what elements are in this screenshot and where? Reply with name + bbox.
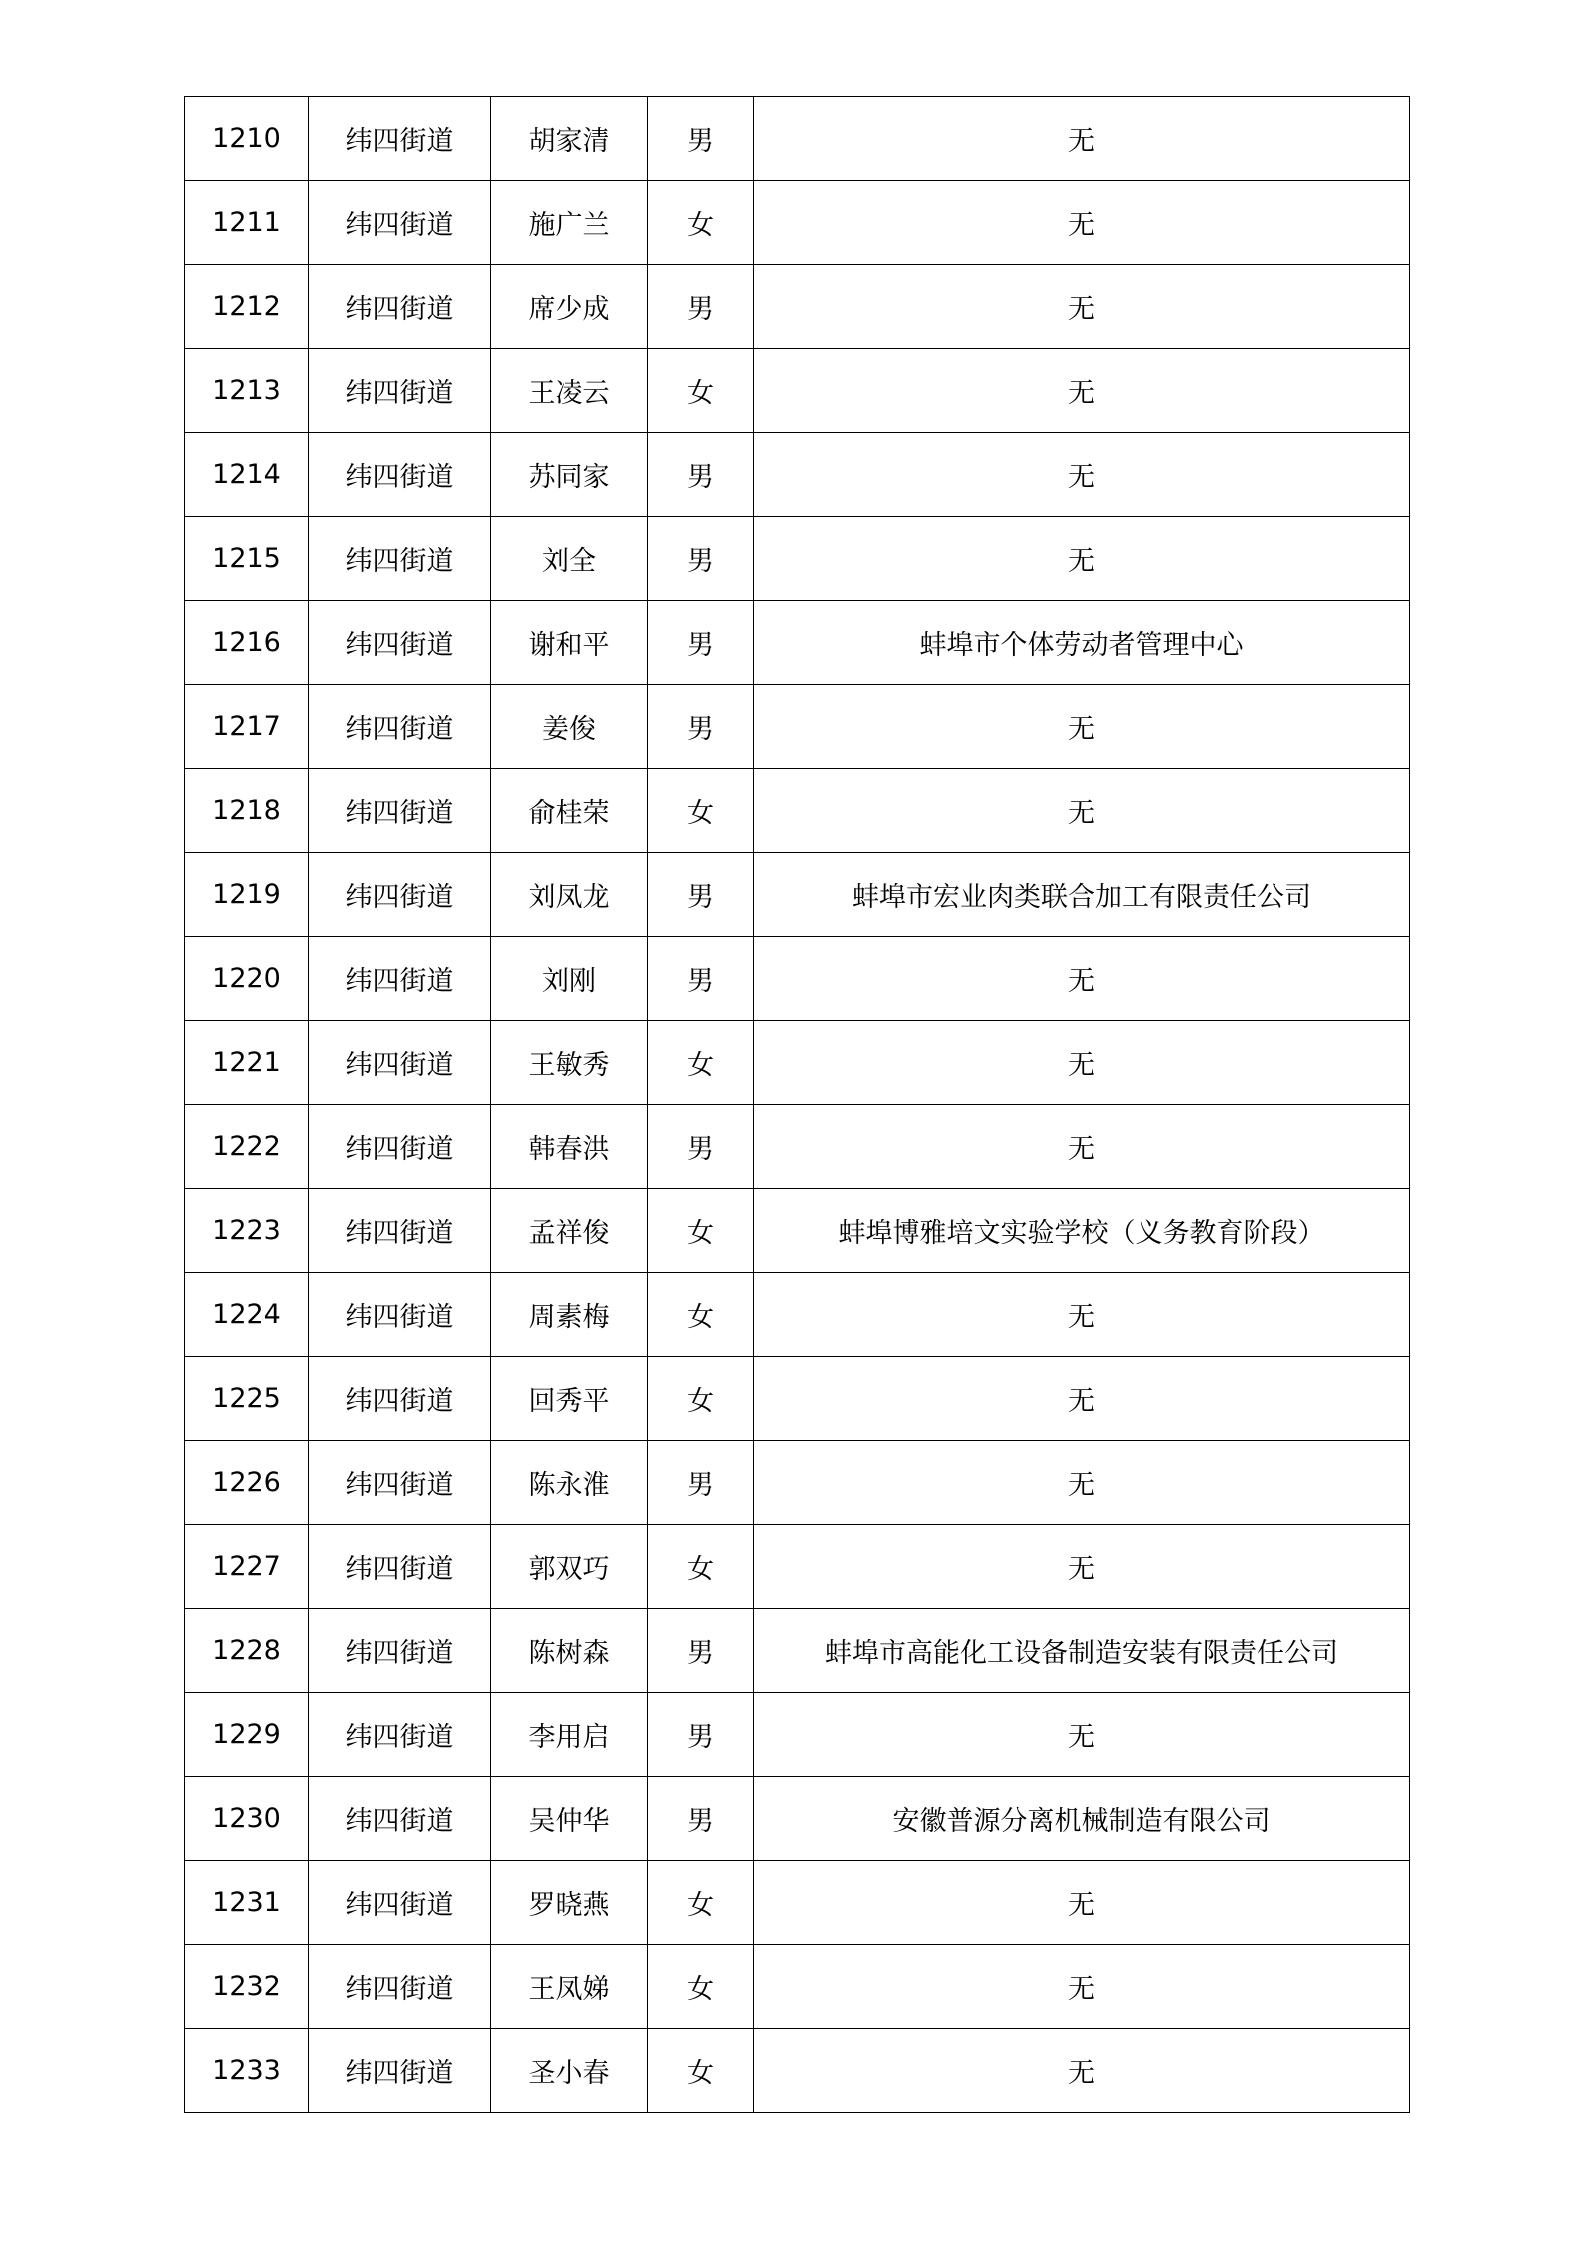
- row-number-cell: 1219: [185, 853, 309, 937]
- table-row: [185, 1021, 1410, 1105]
- gender-cell: 女: [648, 1189, 754, 1273]
- name-cell: 韩春洪: [491, 1105, 648, 1189]
- name-cell: 李用启: [491, 1693, 648, 1777]
- roster-table: [184, 96, 1410, 2113]
- name-cell: 席少成: [491, 265, 648, 349]
- row-number-cell: 1218: [185, 769, 309, 853]
- gender-cell: 女: [648, 1021, 754, 1105]
- row-number-cell: 1212: [185, 265, 309, 349]
- gender-cell: 女: [648, 1945, 754, 2029]
- employer-cell: 无: [754, 265, 1410, 349]
- gender-cell: 男: [648, 1105, 754, 1189]
- table-row: [185, 1189, 1410, 1273]
- street-cell: 纬四街道: [309, 1609, 491, 1693]
- name-cell: 回秀平: [491, 1357, 648, 1441]
- name-cell: 刘刚: [491, 937, 648, 1021]
- gender-cell: 男: [648, 685, 754, 769]
- gender-cell: 男: [648, 853, 754, 937]
- gender-cell: 女: [648, 349, 754, 433]
- table-row: [185, 685, 1410, 769]
- gender-cell: 男: [648, 937, 754, 1021]
- employer-cell: 无: [754, 349, 1410, 433]
- street-cell: 纬四街道: [309, 769, 491, 853]
- gender-cell: 男: [648, 1777, 754, 1861]
- table-row: [185, 1525, 1410, 1609]
- employer-cell: 安徽普源分离机械制造有限公司: [754, 1777, 1410, 1861]
- name-cell: 姜俊: [491, 685, 648, 769]
- street-cell: 纬四街道: [309, 97, 491, 181]
- row-number-cell: 1233: [185, 2029, 309, 2113]
- employer-cell: 无: [754, 769, 1410, 853]
- row-number-cell: 1230: [185, 1777, 309, 1861]
- gender-cell: 男: [648, 1609, 754, 1693]
- row-number-cell: 1224: [185, 1273, 309, 1357]
- name-cell: 陈永淮: [491, 1441, 648, 1525]
- table-row: [185, 517, 1410, 601]
- row-number-cell: 1225: [185, 1357, 309, 1441]
- street-cell: 纬四街道: [309, 1693, 491, 1777]
- table-row: [185, 349, 1410, 433]
- row-number-cell: 1216: [185, 601, 309, 685]
- table-row: [185, 1693, 1410, 1777]
- row-number-cell: 1214: [185, 433, 309, 517]
- street-cell: 纬四街道: [309, 433, 491, 517]
- row-number-cell: 1213: [185, 349, 309, 433]
- street-cell: 纬四街道: [309, 349, 491, 433]
- employer-cell: 无: [754, 1021, 1410, 1105]
- street-cell: 纬四街道: [309, 517, 491, 601]
- street-cell: 纬四街道: [309, 1861, 491, 1945]
- gender-cell: 男: [648, 433, 754, 517]
- row-number-cell: 1211: [185, 181, 309, 265]
- street-cell: 纬四街道: [309, 1945, 491, 2029]
- name-cell: 刘全: [491, 517, 648, 601]
- name-cell: 苏同家: [491, 433, 648, 517]
- table-row: [185, 265, 1410, 349]
- street-cell: 纬四街道: [309, 1189, 491, 1273]
- table-row: [185, 97, 1410, 181]
- roster-table-body: [185, 97, 1410, 2113]
- gender-cell: 男: [648, 601, 754, 685]
- gender-cell: 男: [648, 97, 754, 181]
- table-row: [185, 601, 1410, 685]
- gender-cell: 女: [648, 1273, 754, 1357]
- employer-cell: 蚌埠市高能化工设备制造安装有限责任公司: [754, 1609, 1410, 1693]
- row-number-cell: 1210: [185, 97, 309, 181]
- table-row: [185, 1861, 1410, 1945]
- gender-cell: 男: [648, 265, 754, 349]
- gender-cell: 男: [648, 1441, 754, 1525]
- employer-cell: 无: [754, 1861, 1410, 1945]
- employer-cell: 蚌埠市宏业肉类联合加工有限责任公司: [754, 853, 1410, 937]
- name-cell: 吴仲华: [491, 1777, 648, 1861]
- street-cell: 纬四街道: [309, 1525, 491, 1609]
- street-cell: 纬四街道: [309, 853, 491, 937]
- name-cell: 王凤娣: [491, 1945, 648, 2029]
- table-row: [185, 853, 1410, 937]
- gender-cell: 男: [648, 517, 754, 601]
- street-cell: 纬四街道: [309, 265, 491, 349]
- name-cell: 胡家清: [491, 97, 648, 181]
- name-cell: 圣小春: [491, 2029, 648, 2113]
- table-row: [185, 433, 1410, 517]
- row-number-cell: 1221: [185, 1021, 309, 1105]
- employer-cell: 无: [754, 1273, 1410, 1357]
- gender-cell: 女: [648, 1861, 754, 1945]
- row-number-cell: 1220: [185, 937, 309, 1021]
- street-cell: 纬四街道: [309, 1273, 491, 1357]
- name-cell: 谢和平: [491, 601, 648, 685]
- employer-cell: 无: [754, 685, 1410, 769]
- employer-cell: 无: [754, 1693, 1410, 1777]
- street-cell: 纬四街道: [309, 685, 491, 769]
- row-number-cell: 1217: [185, 685, 309, 769]
- row-number-cell: 1222: [185, 1105, 309, 1189]
- employer-cell: 无: [754, 517, 1410, 601]
- table-row: [185, 2029, 1410, 2113]
- name-cell: 孟祥俊: [491, 1189, 648, 1273]
- employer-cell: 无: [754, 1945, 1410, 2029]
- name-cell: 周素梅: [491, 1273, 648, 1357]
- employer-cell: 无: [754, 1105, 1410, 1189]
- employer-cell: 蚌埠博雅培文实验学校（义务教育阶段）: [754, 1189, 1410, 1273]
- employer-cell: 无: [754, 433, 1410, 517]
- gender-cell: 女: [648, 1525, 754, 1609]
- street-cell: 纬四街道: [309, 1357, 491, 1441]
- gender-cell: 女: [648, 769, 754, 853]
- table-row: [185, 1273, 1410, 1357]
- street-cell: 纬四街道: [309, 1021, 491, 1105]
- employer-cell: 无: [754, 937, 1410, 1021]
- name-cell: 陈树森: [491, 1609, 648, 1693]
- table-row: [185, 1777, 1410, 1861]
- name-cell: 刘凤龙: [491, 853, 648, 937]
- table-row: [185, 769, 1410, 853]
- street-cell: 纬四街道: [309, 1777, 491, 1861]
- row-number-cell: 1223: [185, 1189, 309, 1273]
- name-cell: 施广兰: [491, 181, 648, 265]
- name-cell: 郭双巧: [491, 1525, 648, 1609]
- row-number-cell: 1227: [185, 1525, 309, 1609]
- gender-cell: 女: [648, 1357, 754, 1441]
- row-number-cell: 1232: [185, 1945, 309, 2029]
- row-number-cell: 1231: [185, 1861, 309, 1945]
- employer-cell: 无: [754, 97, 1410, 181]
- row-number-cell: 1228: [185, 1609, 309, 1693]
- employer-cell: 无: [754, 2029, 1410, 2113]
- table-row: [185, 1945, 1410, 2029]
- row-number-cell: 1226: [185, 1441, 309, 1525]
- name-cell: 王凌云: [491, 349, 648, 433]
- gender-cell: 女: [648, 2029, 754, 2113]
- street-cell: 纬四街道: [309, 2029, 491, 2113]
- employer-cell: 无: [754, 1441, 1410, 1525]
- table-row: [185, 1441, 1410, 1525]
- gender-cell: 女: [648, 181, 754, 265]
- street-cell: 纬四街道: [309, 1105, 491, 1189]
- table-row: [185, 181, 1410, 265]
- employer-cell: 无: [754, 1357, 1410, 1441]
- row-number-cell: 1229: [185, 1693, 309, 1777]
- street-cell: 纬四街道: [309, 937, 491, 1021]
- employer-cell: 无: [754, 1525, 1410, 1609]
- table-row: [185, 1357, 1410, 1441]
- table-row: [185, 937, 1410, 1021]
- name-cell: 俞桂荣: [491, 769, 648, 853]
- row-number-cell: 1215: [185, 517, 309, 601]
- employer-cell: 无: [754, 181, 1410, 265]
- gender-cell: 男: [648, 1693, 754, 1777]
- table-row: [185, 1609, 1410, 1693]
- name-cell: 罗晓燕: [491, 1861, 648, 1945]
- street-cell: 纬四街道: [309, 1441, 491, 1525]
- street-cell: 纬四街道: [309, 181, 491, 265]
- employer-cell: 蚌埠市个体劳动者管理中心: [754, 601, 1410, 685]
- name-cell: 王敏秀: [491, 1021, 648, 1105]
- street-cell: 纬四街道: [309, 601, 491, 685]
- table-row: [185, 1105, 1410, 1189]
